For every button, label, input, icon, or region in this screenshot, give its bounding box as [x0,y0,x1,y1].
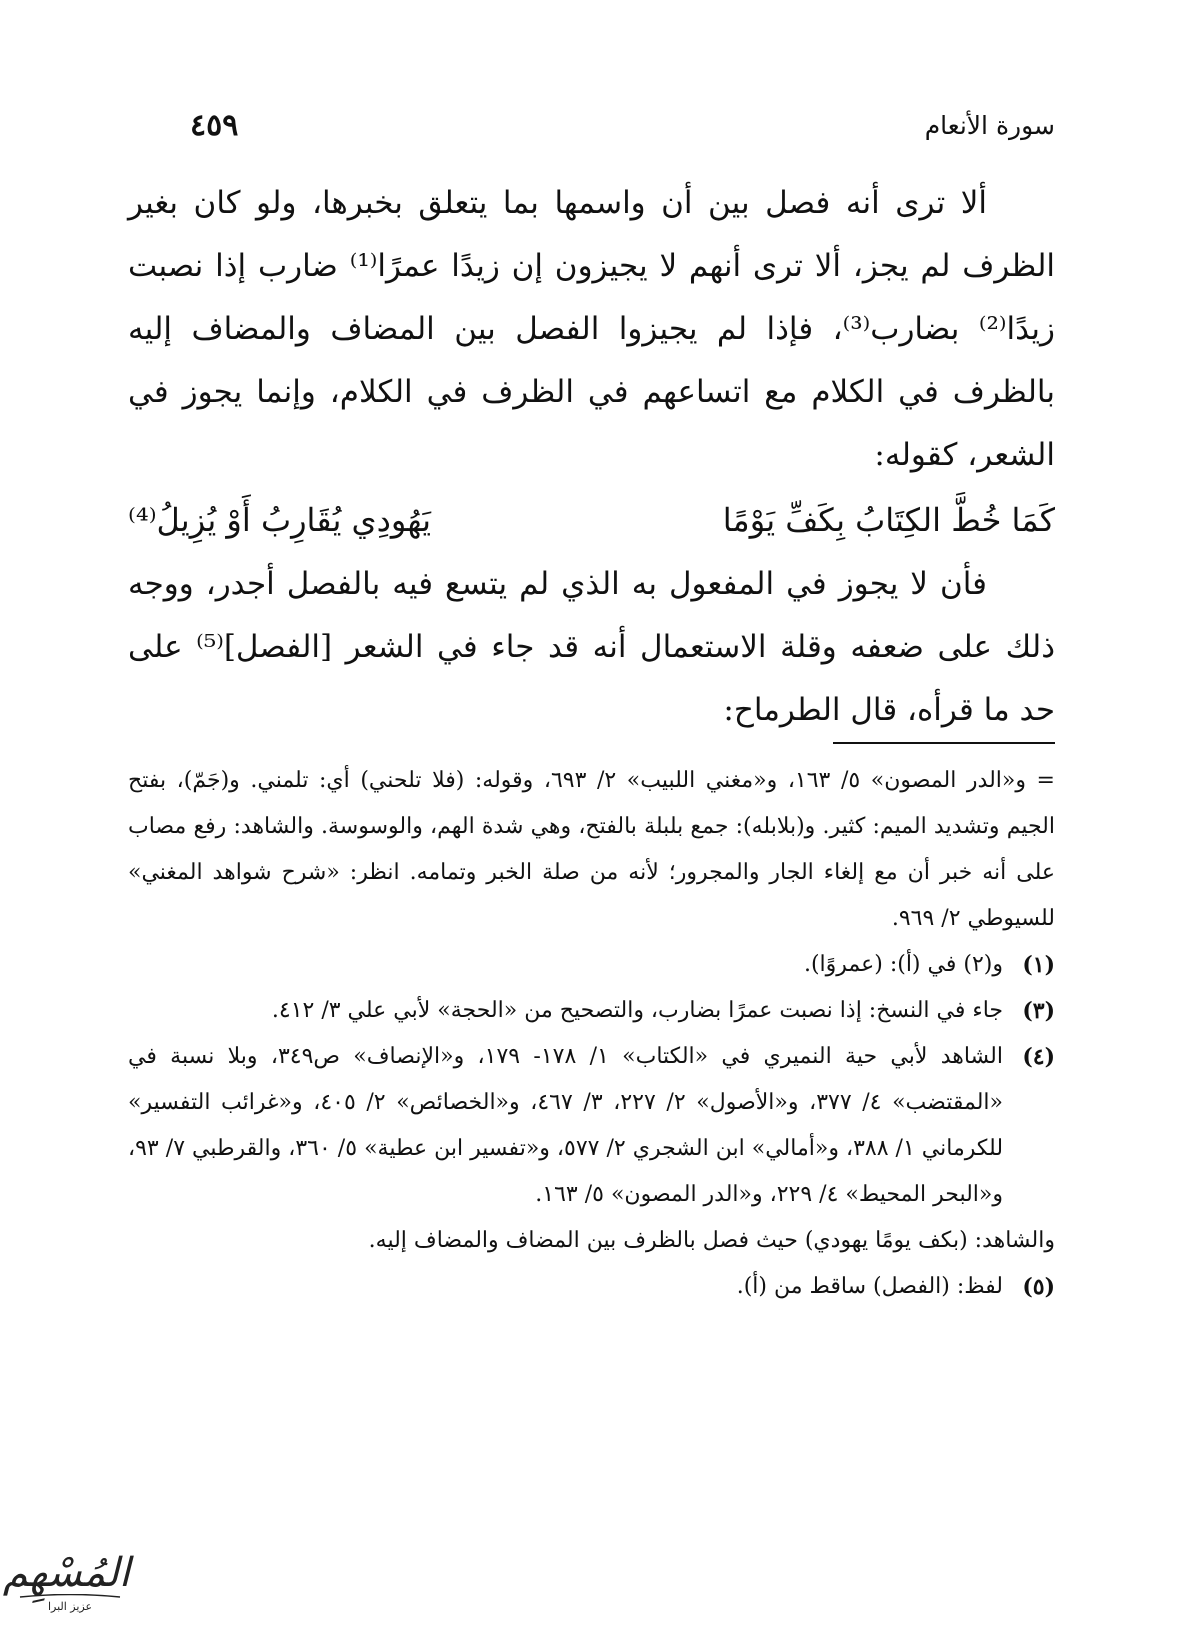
footnote-number: (٣) [1022,998,1055,1024]
footnote-number: (١) [1022,952,1055,978]
footnote-text: جاء في النسخ: إذا نصبت عمرًا بضارب، والتصحيح من «الحجة» لأبي علي ٣/ ٤١٢. [271,998,1003,1023]
footnotes [128,758,1055,1310]
publisher-logo [2,1550,130,1630]
paragraph-1: ألا ترى أنه فصل بين أن واسمها بما يتعلق بخبرها، ولو كان بغير الظرف لم يجز، ألا ترى أنهم لا يجيزون إن زيدًا عمرًا⁽¹⁾ ضارب إذا نصبت زيدًا⁽²⁾ بضارب⁽³⁾، فإذا لم يجيزوا الفصل بين المضاف والمضاف إليه بالظرف في الكلام مع اتساعهم في الظرف في الكلام، وإنما يجوز في الشعر، كقوله: [128,185,1055,473]
footnote-separator [833,742,1055,744]
footnote-text: لفظ: (الفصل) ساقط من (أ). [736,1274,1003,1299]
footnote-item [128,942,1055,988]
footnote-number: (٤) [1022,1044,1055,1070]
logo-subtitle: عزيز البرا [47,1600,93,1613]
footnote-item [128,1034,1055,1218]
footnote-continuation: = و«الدر المصون» ٥/ ١٦٣، و«مغني اللبيب» ٢/ ٦٩٣، وقوله: (فلا تلحني) أي: تلمني. و(جَمّ)، بفتح الجيم وتشديد الميم: كثير. و(بلابله): جمع بلبلة بالفتح، وهي شدة الهم، والوسوسة. والشاهد: رفع مصاب على أنه خبر أن مع إلغاء الجار والمجرور؛ لأنه من صلة الخبر وتمامه. انظر: «شرح شواهد المغني» للسيوطي ٢/ ٩٦٩. [128,768,1055,931]
footnote-text: و(٢) في (أ): (عمروًا). [803,952,1003,977]
poetry-verse [128,487,1055,553]
footnote-witness: والشاهد: (بكف يومًا يهودي) حيث فصل بالظرف بين المضاف والمضاف إليه. [368,1228,1055,1253]
logo-calligraphy: المُسْهِم [2,1550,130,1596]
page-number: ٤٥٩ [190,107,239,143]
footnote-text: الشاهد لأبي حية النميري في «الكتاب» ١/ ١٧٨- ١٧٩، و«الإنصاف» ص٣٤٩، وبلا نسبة في «المقتضب» ٤/ ٣٧٧، و«الأصول» ٢/ ٢٢٧، ٣/ ٤٦٧، و«الخصائص» ٢/ ٤٠٥، و«غرائب التفسير» للكرماني ١/ ٣٨٨، و«أمالي» ابن الشجري ٢/ ٥٧٧، و«تفسير ابن عطية» ٥/ ٣٦٠، والقرطبي ٧/ ٩٣، و«البحر المحيط» ٤/ ٢٢٩، و«الدر المصون» ٥/ ١٦٣. [128,1044,1004,1207]
paragraph-2: فأن لا يجوز في المفعول به الذي لم يتسع فيه بالفصل أجدر، ووجه ذلك على ضعفه وقلة الاستعمال أنه قد جاء في الشعر [الفصل]⁽⁵⁾ على حد ما قرأه، قال الطرماح: [128,566,1055,728]
footnote-item [128,1264,1055,1310]
footnote-item [128,988,1055,1034]
footnote-number: (٥) [1022,1274,1055,1300]
page-header [190,100,1055,150]
main-text [128,172,1055,742]
verse-first-hemistich: كَمَا خُطَّ الكِتَابُ بِكَفِّ يَوْمًا [722,501,1055,539]
running-title: سورة الأنعام [924,110,1055,140]
verse-second-hemistich: يَهُودِي يُقَارِبُ أَوْ يُزِيلُ⁽⁴⁾ [128,501,432,539]
